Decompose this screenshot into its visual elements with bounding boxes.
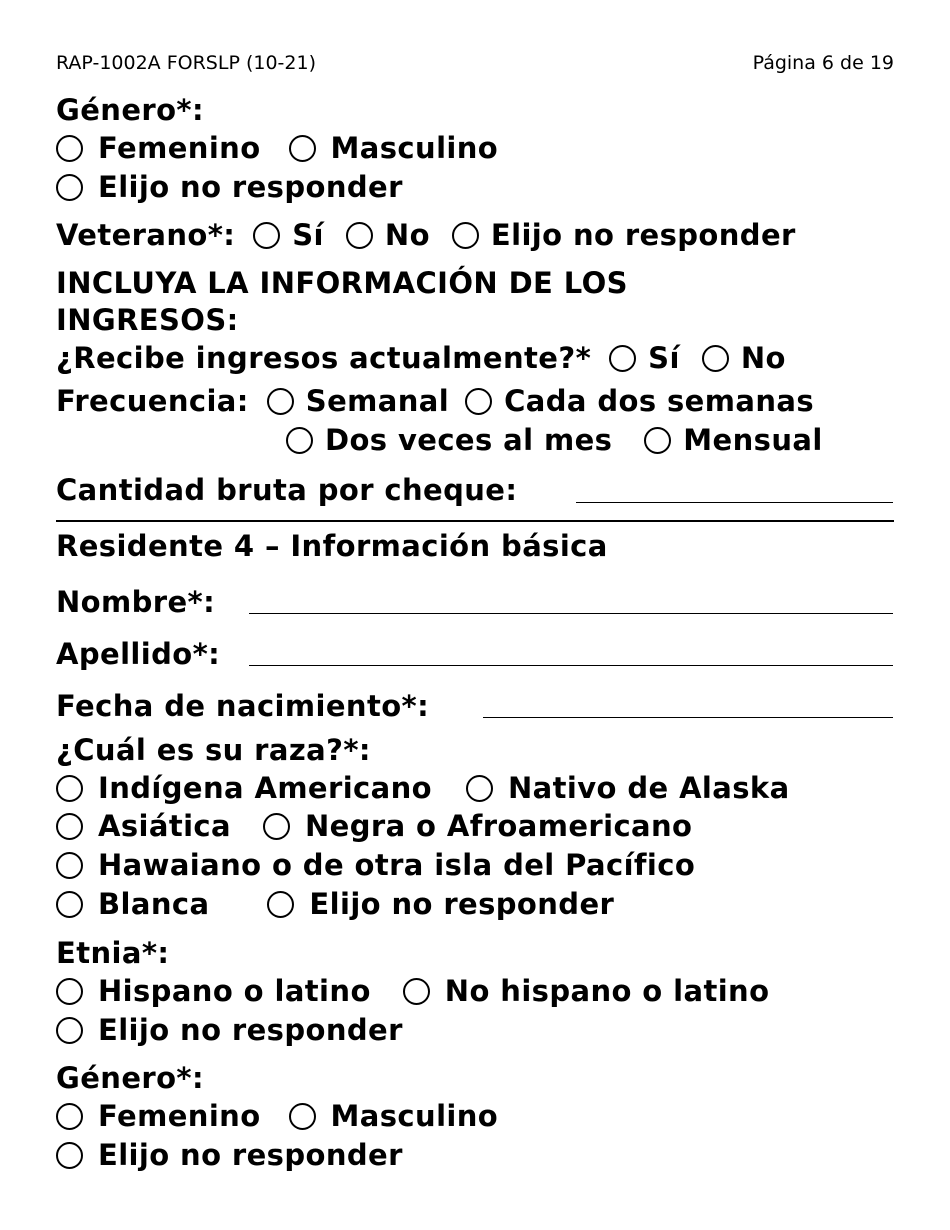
frequency-twice-monthly-option[interactable]: Dos veces al mes bbox=[286, 423, 612, 457]
r4-gender-label: Género*: bbox=[56, 1061, 204, 1095]
veteran-row bbox=[56, 215, 796, 255]
ethnicity-decline-radio[interactable] bbox=[56, 1017, 83, 1044]
race-hawaiian-radio[interactable] bbox=[56, 852, 83, 879]
gross-amount-label: Cantidad bruta por cheque: bbox=[56, 473, 518, 507]
income-yes-radio[interactable] bbox=[609, 345, 636, 372]
income-no-option[interactable]: No bbox=[702, 341, 786, 375]
dob-input[interactable] bbox=[483, 717, 893, 718]
race-label: ¿Cuál es su raza?*: bbox=[56, 733, 371, 767]
race-asian-option[interactable]: Asiática bbox=[56, 809, 231, 843]
race-decline-option[interactable]: Elijo no responder bbox=[267, 887, 614, 921]
race-alaska-native-option[interactable]: Nativo de Alaska bbox=[466, 771, 790, 805]
r4-gender-female-option[interactable]: Femenino bbox=[56, 1099, 261, 1133]
gender-female-radio[interactable] bbox=[56, 135, 83, 162]
race-black-option[interactable]: Negra o Afroamericano bbox=[263, 809, 692, 843]
ethnicity-row1 bbox=[56, 971, 769, 1011]
r4-gender-decline-radio[interactable] bbox=[56, 1142, 83, 1169]
last-name-input[interactable] bbox=[249, 665, 893, 666]
page-number: Página 6 de 19 bbox=[752, 52, 894, 74]
veteran-decline-radio[interactable] bbox=[452, 222, 479, 249]
race-american-indian-radio[interactable] bbox=[56, 775, 83, 802]
first-name-input[interactable] bbox=[249, 613, 893, 614]
frequency-biweekly-radio[interactable] bbox=[465, 388, 492, 415]
race-decline-radio[interactable] bbox=[267, 891, 294, 918]
last-name-label: Apellido*: bbox=[56, 637, 221, 671]
section-divider bbox=[56, 520, 894, 522]
resident4-title: Residente 4 – Información básica bbox=[56, 529, 608, 563]
gender-label: Género*: bbox=[56, 93, 204, 127]
race-alaska-native-radio[interactable] bbox=[466, 775, 493, 802]
frequency-row2 bbox=[286, 420, 823, 460]
ethnicity-non-hispanic-radio[interactable] bbox=[403, 978, 430, 1005]
race-asian-radio[interactable] bbox=[56, 813, 83, 840]
first-name-label: Nombre*: bbox=[56, 585, 216, 619]
ethnicity-non-hispanic-option[interactable]: No hispano o latino bbox=[403, 974, 770, 1008]
gender-options-row bbox=[56, 128, 526, 168]
race-american-indian-option[interactable]: Indígena Americano bbox=[56, 771, 432, 805]
race-row2 bbox=[56, 806, 692, 846]
form-id: RAP-1002A FORSLP (10-21) bbox=[56, 52, 316, 74]
veteran-yes-radio[interactable] bbox=[253, 222, 280, 249]
frequency-twice-monthly-radio[interactable] bbox=[286, 427, 313, 454]
race-hawaiian-option[interactable]: Hawaiano o de otra isla del Pacífico bbox=[56, 845, 695, 885]
income-yes-option[interactable]: Sí bbox=[609, 341, 680, 375]
r4-gender-decline-option[interactable]: Elijo no responder bbox=[56, 1135, 403, 1175]
race-white-radio[interactable] bbox=[56, 891, 83, 918]
frequency-row1 bbox=[56, 381, 814, 421]
gender-decline-radio[interactable] bbox=[56, 174, 83, 201]
veteran-yes-option[interactable]: Sí bbox=[253, 218, 324, 252]
frequency-weekly-radio[interactable] bbox=[267, 388, 294, 415]
gender-female-option[interactable]: Femenino bbox=[56, 131, 261, 165]
frequency-monthly-option[interactable]: Mensual bbox=[644, 423, 822, 457]
dob-label: Fecha de nacimiento*: bbox=[56, 689, 430, 723]
race-white-option[interactable]: Blanca bbox=[56, 887, 209, 921]
ethnicity-decline-option[interactable]: Elijo no responder bbox=[56, 1010, 403, 1050]
frequency-biweekly-option[interactable]: Cada dos semanas bbox=[465, 384, 814, 418]
income-heading-line1: INCLUYA LA INFORMACIÓN DE LOS bbox=[56, 266, 628, 300]
ethnicity-hispanic-radio[interactable] bbox=[56, 978, 83, 1005]
frequency-weekly-option[interactable]: Semanal bbox=[267, 384, 449, 418]
r4-gender-options-row bbox=[56, 1096, 526, 1136]
income-question-row bbox=[56, 338, 786, 378]
veteran-no-option[interactable]: No bbox=[346, 218, 430, 252]
gender-decline-option[interactable]: Elijo no responder bbox=[56, 167, 403, 207]
veteran-label: Veterano*: bbox=[56, 218, 236, 252]
veteran-decline-option[interactable]: Elijo no responder bbox=[452, 218, 796, 252]
gender-male-option[interactable]: Masculino bbox=[289, 131, 499, 165]
veteran-no-radio[interactable] bbox=[346, 222, 373, 249]
gender-male-radio[interactable] bbox=[289, 135, 316, 162]
ethnicity-label: Etnia*: bbox=[56, 936, 170, 970]
race-row1 bbox=[56, 768, 790, 808]
r4-gender-male-radio[interactable] bbox=[289, 1103, 316, 1130]
r4-gender-male-option[interactable]: Masculino bbox=[289, 1099, 499, 1133]
frequency-label: Frecuencia: bbox=[56, 384, 249, 418]
race-row4 bbox=[56, 884, 614, 924]
ethnicity-hispanic-option[interactable]: Hispano o latino bbox=[56, 974, 371, 1008]
frequency-monthly-radio[interactable] bbox=[644, 427, 671, 454]
income-question: ¿Recibe ingresos actualmente?* bbox=[56, 341, 592, 375]
income-heading-line2: INGRESOS: bbox=[56, 303, 239, 337]
gross-amount-input[interactable] bbox=[576, 502, 893, 503]
income-no-radio[interactable] bbox=[702, 345, 729, 372]
race-black-radio[interactable] bbox=[263, 813, 290, 840]
r4-gender-female-radio[interactable] bbox=[56, 1103, 83, 1130]
